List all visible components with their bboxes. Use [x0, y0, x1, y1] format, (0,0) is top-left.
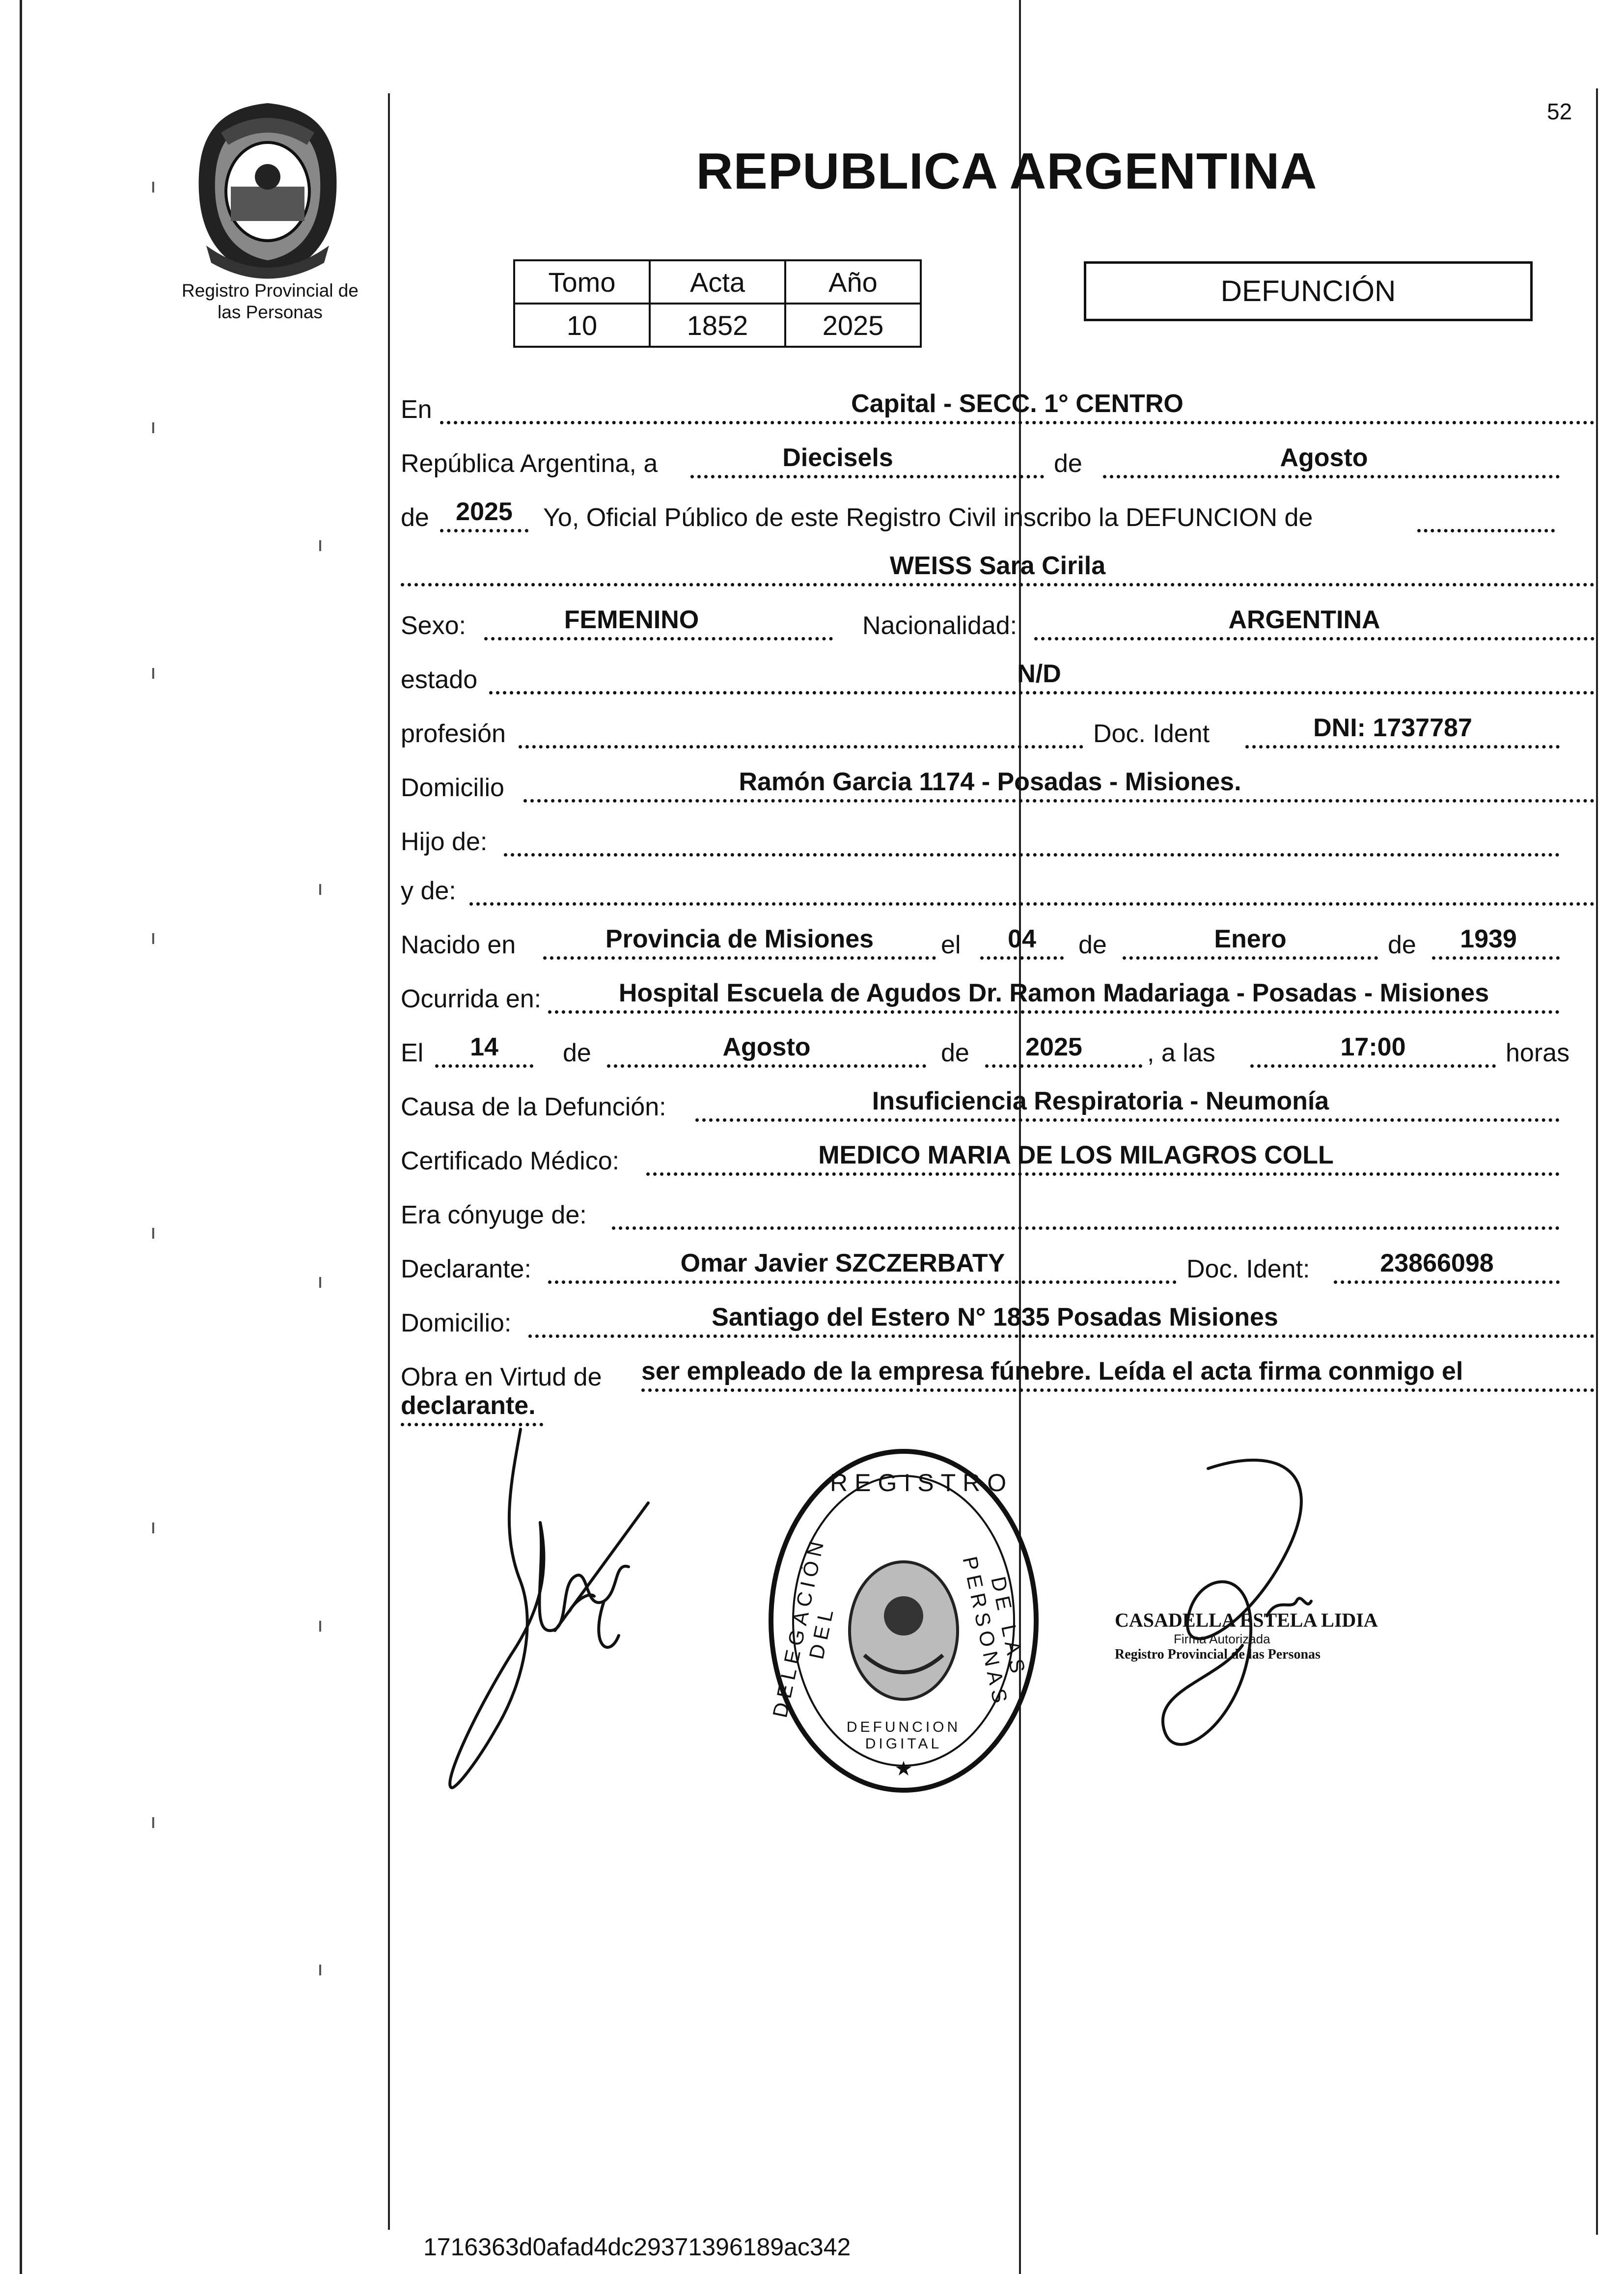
- ocurrida-value: Hospital Escuela de Agudos Dr. Ramon Madariaga - Posadas - Misiones: [618, 979, 1489, 1007]
- obra-label: Obra en Virtud de: [401, 1363, 602, 1391]
- form-row-nombre: [401, 550, 1595, 589]
- declarante-line: [548, 1280, 1177, 1284]
- dia-value: Diecisels: [782, 444, 893, 472]
- form-row-conyuge: [401, 1193, 1595, 1233]
- stamp-name: CASADELLA ESTELA LIDIA: [1115, 1609, 1378, 1631]
- oficial-text: Yo, Oficial Público de este Registro Civil inscribo la DEFUNCION de: [543, 503, 1313, 532]
- domicilio2-line: [528, 1334, 1595, 1338]
- form-row-ocurrida: [401, 977, 1595, 1017]
- nacionalidad-label: Nacionalidad:: [862, 611, 1018, 640]
- officer-stamp: [1115, 1608, 1409, 1663]
- seal-text-left: DELEGACIÓN DEL: [768, 1534, 839, 1720]
- estado-value: N/D: [1017, 660, 1061, 688]
- mes-line: [1103, 475, 1560, 478]
- sexo-label: Sexo:: [401, 611, 466, 640]
- de3-label: de: [1078, 931, 1107, 959]
- nacido-line: [543, 956, 936, 960]
- profesion-label: profesión: [401, 720, 506, 748]
- conyuge-label: Era cónyuge de:: [401, 1201, 587, 1229]
- nacido-label: Nacido en: [401, 931, 516, 959]
- hijo-line: [504, 853, 1560, 857]
- seal-text-right: DE LAS PERSONAS: [958, 1554, 1031, 1710]
- form-row-fecha-defuncion: [401, 1031, 1595, 1071]
- left-margin-line: [388, 93, 390, 2230]
- doc-ident-line: [1245, 745, 1560, 749]
- nacionalidad-value: ARGENTINA: [1228, 606, 1380, 634]
- registry-name: [147, 280, 393, 323]
- seal-text-inner: DEFUNCION DIGITAL: [846, 1719, 961, 1752]
- sexo-line: [484, 637, 833, 640]
- left-edge-line: [20, 0, 22, 2274]
- nacionalidad-line: [1034, 637, 1595, 640]
- hijo-label: Hijo de:: [401, 828, 488, 856]
- stamp-office: Registro Provincial de las Personas: [1115, 1647, 1321, 1662]
- def-mes-line: [607, 1064, 926, 1068]
- dia-line: [690, 475, 1044, 478]
- el-label: el: [941, 931, 961, 959]
- form-row-obra-2: [401, 1390, 1595, 1429]
- acta-header: Acta: [650, 260, 785, 304]
- de5-label: de: [563, 1039, 591, 1067]
- y-de-label: y de:: [401, 877, 456, 905]
- causa-line: [695, 1118, 1560, 1122]
- ocurrida-line: [548, 1010, 1560, 1014]
- page-number: 52: [1547, 99, 1572, 124]
- nacido-value: Provincia de Misiones: [605, 925, 874, 953]
- scan-center-line: [1019, 0, 1021, 2274]
- domicilio-value: Ramón Garcia 1174 - Posadas - Misiones.: [739, 768, 1241, 796]
- scan-dot: [319, 1621, 321, 1632]
- def-anio-value: 2025: [1025, 1033, 1082, 1061]
- certificado-line: [646, 1172, 1560, 1176]
- form-row-hijo: [401, 820, 1595, 860]
- decl-doc-line: [1334, 1280, 1560, 1284]
- anio-value: 2025: [785, 304, 921, 347]
- form-row-certificado: [401, 1139, 1595, 1179]
- form-row-domicilio2: [401, 1302, 1595, 1341]
- scan-dot: [319, 540, 321, 551]
- form-row-obra: [401, 1356, 1595, 1395]
- form-row-estado: [401, 658, 1595, 697]
- declarant-signature: [442, 1424, 668, 1798]
- nac-dia-line: [980, 956, 1064, 960]
- form-row-oficial: [401, 496, 1595, 535]
- de6-label: de: [941, 1039, 969, 1067]
- sexo-value: FEMENINO: [564, 606, 699, 634]
- scan-dot: [152, 933, 154, 944]
- domicilio-label: Domicilio: [401, 774, 504, 802]
- page-title: REPUBLICA ARGENTINA: [696, 143, 1318, 200]
- scan-dot: [319, 884, 321, 895]
- domicilio2-value: Santiago del Estero N° 1835 Posadas Misiones: [712, 1303, 1278, 1331]
- estado-line: [489, 691, 1595, 694]
- declarante-label: Declarante:: [401, 1255, 531, 1283]
- conyuge-line: [612, 1226, 1560, 1230]
- form-row-y-de: [401, 869, 1595, 909]
- doc-ident-label: Doc. Ident: [1093, 720, 1210, 748]
- a-las-label: , a las: [1147, 1039, 1215, 1067]
- profesion-line: [519, 745, 1083, 749]
- tomo-header: Tomo: [514, 260, 650, 304]
- seal-text-top: REGISTRO: [830, 1469, 1014, 1497]
- declarante-value: Omar Javier SZCZERBATY: [680, 1249, 1005, 1277]
- document-type-box: DEFUNCIÓN: [1084, 261, 1533, 321]
- de4-label: de: [1388, 931, 1416, 959]
- deceased-name: WEISS Sara Cirila: [889, 552, 1106, 580]
- scan-dot: [152, 182, 154, 193]
- decl-doc-label: Doc. Ident:: [1186, 1255, 1310, 1283]
- en-line: [440, 421, 1595, 424]
- right-edge-line: [1596, 88, 1598, 2235]
- form-row-fecha: [401, 442, 1595, 481]
- causa-label: Causa de la Defunción:: [401, 1093, 666, 1121]
- nac-anio-line: [1432, 956, 1560, 960]
- obra-value-line2: declarante.: [401, 1391, 536, 1420]
- form-row-causa: [401, 1085, 1595, 1125]
- domicilio-line: [523, 799, 1595, 803]
- nac-dia-value: 04: [1008, 925, 1036, 953]
- y-de-line: [469, 902, 1595, 906]
- record-table: [513, 259, 922, 348]
- nac-mes-value: Enero: [1214, 925, 1287, 953]
- def-hora-value: 17:00: [1340, 1033, 1406, 1061]
- nac-anio-value: 1939: [1460, 925, 1517, 953]
- registry-name-line2: las Personas: [218, 302, 323, 322]
- def-mes-value: Agosto: [722, 1033, 811, 1061]
- scan-dot: [319, 1965, 321, 1975]
- doc-ident-value: DNI: 1737787: [1313, 714, 1472, 742]
- causa-value: Insuficiencia Respiratoria - Neumonía: [872, 1087, 1329, 1115]
- def-dia-value: 14: [470, 1033, 498, 1061]
- de-label: de: [1054, 449, 1082, 478]
- scan-dot: [152, 422, 154, 433]
- scan-dot: [152, 1817, 154, 1828]
- nac-mes-line: [1123, 956, 1378, 960]
- def-dia-line: [435, 1064, 533, 1068]
- oficial-line: [1417, 529, 1555, 532]
- republica-label: República Argentina, a: [401, 449, 658, 478]
- def-anio-line: [985, 1064, 1142, 1068]
- horas-label: horas: [1506, 1039, 1570, 1067]
- form-row-nacido: [401, 923, 1595, 963]
- decl-doc-value: 23866098: [1380, 1249, 1494, 1277]
- stamp-role: Firma Autorizada: [1174, 1632, 1270, 1646]
- en-value: Capital - SECC. 1° CENTRO: [851, 389, 1184, 418]
- scan-dot: [152, 668, 154, 679]
- tomo-value: 10: [514, 304, 650, 347]
- estado-label: estado: [401, 666, 478, 694]
- scan-dot: [152, 1228, 154, 1239]
- de2-label: de: [401, 503, 429, 532]
- table-row: [514, 304, 921, 347]
- anio-line: [440, 529, 528, 532]
- anio-value: 2025: [456, 498, 513, 526]
- certificado-value: MEDICO MARIA DE LOS MILAGROS COLL: [818, 1141, 1334, 1169]
- el2-label: El: [401, 1039, 424, 1067]
- acta-value: 1852: [650, 304, 785, 347]
- nombre-line: [401, 583, 1595, 586]
- ocurrida-label: Ocurrida en:: [401, 985, 542, 1013]
- mes-value: Agosto: [1280, 444, 1368, 472]
- en-label: En: [401, 395, 432, 424]
- form-row-sexo: [401, 604, 1595, 643]
- anio-header: Año: [785, 260, 921, 304]
- official-seal: [766, 1444, 1041, 1798]
- form-row-en: [401, 388, 1595, 427]
- form-row-declarante: [401, 1248, 1595, 1287]
- province-crest-icon: [187, 98, 349, 285]
- registry-name-line1: Registro Provincial de: [182, 280, 358, 301]
- def-hora-line: [1250, 1064, 1496, 1068]
- form-row-profesion: [401, 712, 1595, 751]
- table-row: [514, 260, 921, 304]
- domicilio2-label: Domicilio:: [401, 1309, 512, 1337]
- scan-dot: [319, 1277, 321, 1288]
- obra-value-line1: ser empleado de la empresa fúnebre. Leída el acta firma conmigo el: [641, 1357, 1463, 1386]
- scan-dot: [152, 1523, 154, 1533]
- certificado-label: Certificado Médico:: [401, 1147, 620, 1175]
- document-hash: 1716363d0afad4dc29371396189ac342: [423, 2233, 851, 2261]
- form-row-domicilio: [401, 766, 1595, 805]
